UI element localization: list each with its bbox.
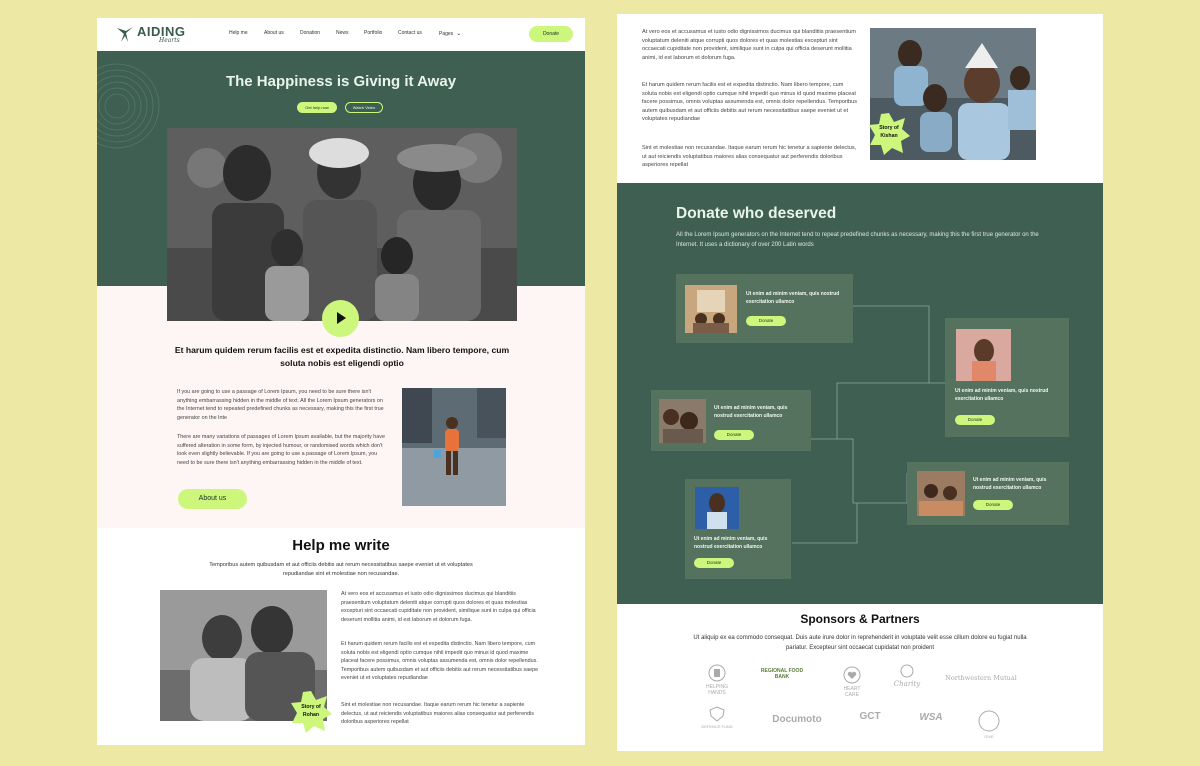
donate-card-3 <box>651 390 811 451</box>
nav-donation[interactable]: Donation <box>300 30 321 36</box>
story-paragraph-1: At vero eos et accusamus et iusto odio dignissimos ducimus qui blanditiis praesentium voluptatum deleniti atque corrupti quos dolores et quas molestias excepturi sint occaecati cupiditate non provident, similique sunt in culpa qui officia deserunt mollitia animi, id est laborum et dolorum fuga. <box>642 29 856 61</box>
sponsor-label: Documoto <box>772 714 822 725</box>
card-text: Ut enim ad minim veniam, quis nostrud exercitation ullamco <box>694 536 768 550</box>
card-photo-illustration <box>685 285 737 333</box>
card-photo-illustration <box>917 471 965 516</box>
sponsor-label: WSA <box>919 712 943 723</box>
sponsor-logo-gct[interactable] <box>855 711 885 722</box>
card-photo <box>659 399 706 443</box>
story-paragraph-3: Sint et molestiae non recusandae. Itaque earum rerum hic tenetur a sapiente delectus, ut aut reiciendis voluptatibus maiores alias consequatur aut perferendis doloribus asperiores repellat <box>642 145 857 169</box>
sponsor-logo-documoto[interactable] <box>762 714 832 725</box>
about-paragraph-1: If you are going to use a passage of Lorem Ipsum, you need to be sure there isn't anything embarrassing hidden in the middle of text. All the Lorem Ipsum generators on the Internet tend to repeated predefined chunks as necessary, making this the first true generator on the Inte <box>177 389 384 421</box>
left-page-mockup <box>97 18 585 745</box>
logo-sub: Hearts <box>159 37 180 44</box>
child-photo-illustration <box>402 388 506 506</box>
nav-news[interactable]: News <box>336 30 349 36</box>
donate-card-4 <box>907 462 1069 525</box>
card-photo <box>685 285 737 333</box>
family-photo-illustration <box>167 128 517 321</box>
card-donate-button[interactable]: Donate <box>714 430 754 440</box>
card-photo-illustration <box>956 329 1011 381</box>
play-video-button[interactable] <box>322 300 359 337</box>
sponsor-label: HEART CARE <box>843 686 861 698</box>
heart-hand-logo-icon <box>842 666 862 684</box>
hero-family-photo <box>167 128 517 321</box>
card-donate-button[interactable]: Donate <box>746 316 786 326</box>
hands-logo-icon <box>115 24 135 44</box>
sponsor-logo-heart-care[interactable] <box>837 666 867 698</box>
nav-contact-us[interactable]: Contact us <box>398 30 422 36</box>
donate-section <box>617 183 1103 604</box>
sponsors-title: Sponsors & Partners <box>800 612 920 626</box>
donate-subtitle: All the Lorem Ipsum generators on the Internet tend to repeat predefined chunks as necessary, making this the first true generator on the Internet. It uses a dictionary of over 200 Latin words <box>676 232 1039 248</box>
get-help-button[interactable]: Get help now <box>297 102 337 113</box>
top-nav <box>97 18 585 51</box>
sponsor-label: DEFENCE FUND <box>701 724 733 729</box>
nav-help-me[interactable]: Help me <box>229 30 248 36</box>
sponsor-logo-northwestern-mutual[interactable] <box>945 674 1017 682</box>
shield-logo-icon <box>708 706 726 722</box>
help-paragraph-3: Sint et molestiae non recusandae. Itaque earum rerum hic tenetur a sapiente delectus, ut aut reiciendis voluptatibus maiores alias consequatur aut perferendis doloribus asperiores repellat <box>341 702 534 725</box>
card-text: Ut enim ad minim veniam, quis nostrud exercitation ullamco <box>973 477 1047 491</box>
card-photo <box>956 329 1011 381</box>
sponsor-label: GIVE <box>984 734 994 739</box>
card-donate-button[interactable]: Donate <box>955 415 995 425</box>
nav-pages-label: Pages <box>439 31 454 37</box>
hero-title: The Happiness is Giving it Away <box>225 73 457 90</box>
story-of-kishan-badge[interactable] <box>867 112 911 156</box>
decorative-rings-icon <box>97 56 167 156</box>
child-in-rain-photo <box>402 388 506 506</box>
card-photo <box>917 471 965 516</box>
sponsor-logo-give[interactable] <box>975 710 1003 739</box>
hero-lead-text: Et harum quidem rerum facilis est et expedita distinctio. Nam libero tempore, cum soluta nobis est eligendi optio <box>174 345 510 368</box>
donate-card-1 <box>676 274 853 343</box>
sponsor-logo-wsa[interactable] <box>913 712 949 723</box>
help-section-title: Help me write <box>292 537 390 554</box>
chevron-down-icon: ⌄ <box>456 31 462 37</box>
sponsor-logo-regional-food-bank[interactable] <box>757 668 807 680</box>
help-paragraph-2: Et harum quidem rerum facilis est et expedita distinctio. Nam libero tempore, cum soluta nobis est eligendi optio cumque nihil impedit quo minus id quod maxime placeat facere possimus, omnis voluptas assumenda est, omnis dolor repellendus. Temporibus autem quibusdam et aut officiis debitis aut rerum necessitatibus saepe eveniet ut et voluptates repudiandae <box>341 641 539 681</box>
sponsor-label: Charity <box>893 680 921 688</box>
card-photo-illustration <box>659 399 706 443</box>
charity-logo-icon <box>898 664 916 678</box>
logo[interactable] <box>115 22 187 46</box>
about-paragraph-2: There are many variations of passages of Lorem Ipsum available, but the majority have suffered alteration in some form, by injected humour, or randomised words which don't look even slightly believable. If you are going to use a passage of Lorem Ipsum, you need to be sure there isn't anything embarrassing hidden in the middle of text. <box>177 434 385 466</box>
sponsor-label: REGIONAL FOOD BANK <box>760 668 804 680</box>
helping-hands-logo-icon <box>707 664 727 682</box>
nav-donate-button[interactable]: Donate <box>529 26 573 42</box>
badge-line-2: Rohan <box>302 712 320 718</box>
card-text: Ut enim ad minim veniam, quis nostrud exercitation ullamco <box>714 405 788 419</box>
right-page-mockup <box>617 14 1103 751</box>
sponsors-subtitle: Ut aliquip ex ea commodo consequat. Duis aute irure dolor in reprehenderit in voluptate velit esse cillum dolore eu fugiat nulla pariatur. Excepteur sint occaecat cupidatat non proident <box>693 635 1027 651</box>
card-photo <box>695 487 739 529</box>
sponsor-label: HELPING HANDS <box>706 684 728 696</box>
watch-video-button[interactable]: Watch Video <box>345 102 383 113</box>
badge-line-2: Kishan <box>880 133 898 139</box>
give-logo-icon <box>978 710 1000 732</box>
donate-card-2 <box>945 318 1069 437</box>
sponsor-label: GCT <box>859 711 881 722</box>
card-donate-button[interactable]: Donate <box>694 558 734 568</box>
donate-title: Donate who deserved <box>676 205 837 222</box>
about-us-button[interactable]: About us <box>178 489 247 509</box>
card-text: Ut enim ad minim veniam, quis nostrud exercitation ullamco <box>746 291 840 305</box>
sponsor-logo-charity[interactable] <box>889 664 925 688</box>
logo-name: AIDING <box>137 24 186 39</box>
help-section-subtitle: Temporibus autem quibusdam et aut officiis debitis aut rerum necessitatibus saepe eveniet ut et voluptates repudiandae sint et molestiae non recusandae. <box>209 562 473 577</box>
help-paragraph-1: At vero eos et accusamus et iusto odio dignissimos ducimus qui blanditiis praesentium voluptatum deleniti atque corrupti quos dolores et quas molestias excepturi sint occaecati cupiditate non provident, similique sunt in culpa qui officia deserunt mollitia animi, id est laborum et dolorum fuga. <box>341 591 536 623</box>
story-of-rohan-badge[interactable] <box>289 690 333 734</box>
badge-line-1: Story of <box>301 704 321 710</box>
card-photo-illustration <box>695 487 739 529</box>
story-paragraph-2: Et harum quidem rerum facilis est et expedita distinctio. Nam libero tempore, cum soluta nobis est eligendi optio cumque nihil impedit quo minus id quod maxime placeat facere possimus, omnis voluptas assumenda est, omnis dolor repellendus. Temporibus autem quibusdam et aut officiis debitis aut rerum necessitatibus saepe eveniet ut et voluptates repudiandae <box>642 82 858 123</box>
nav-portfolio[interactable]: Portfolio <box>364 30 383 36</box>
card-donate-button[interactable]: Donate <box>973 500 1013 510</box>
sponsor-logo-defence-fund[interactable] <box>699 706 735 729</box>
sponsor-logo-helping-hands[interactable] <box>697 664 737 696</box>
nav-pages[interactable] <box>439 30 461 37</box>
badge-line-1: Story of <box>879 125 899 131</box>
donate-card-5 <box>685 479 791 579</box>
card-text: Ut enim ad minim veniam, quis nostrud exercitation ullamco <box>955 388 1049 402</box>
nav-about-us[interactable]: About us <box>264 30 284 36</box>
sponsor-label: Northwestern Mutual <box>945 674 1017 682</box>
